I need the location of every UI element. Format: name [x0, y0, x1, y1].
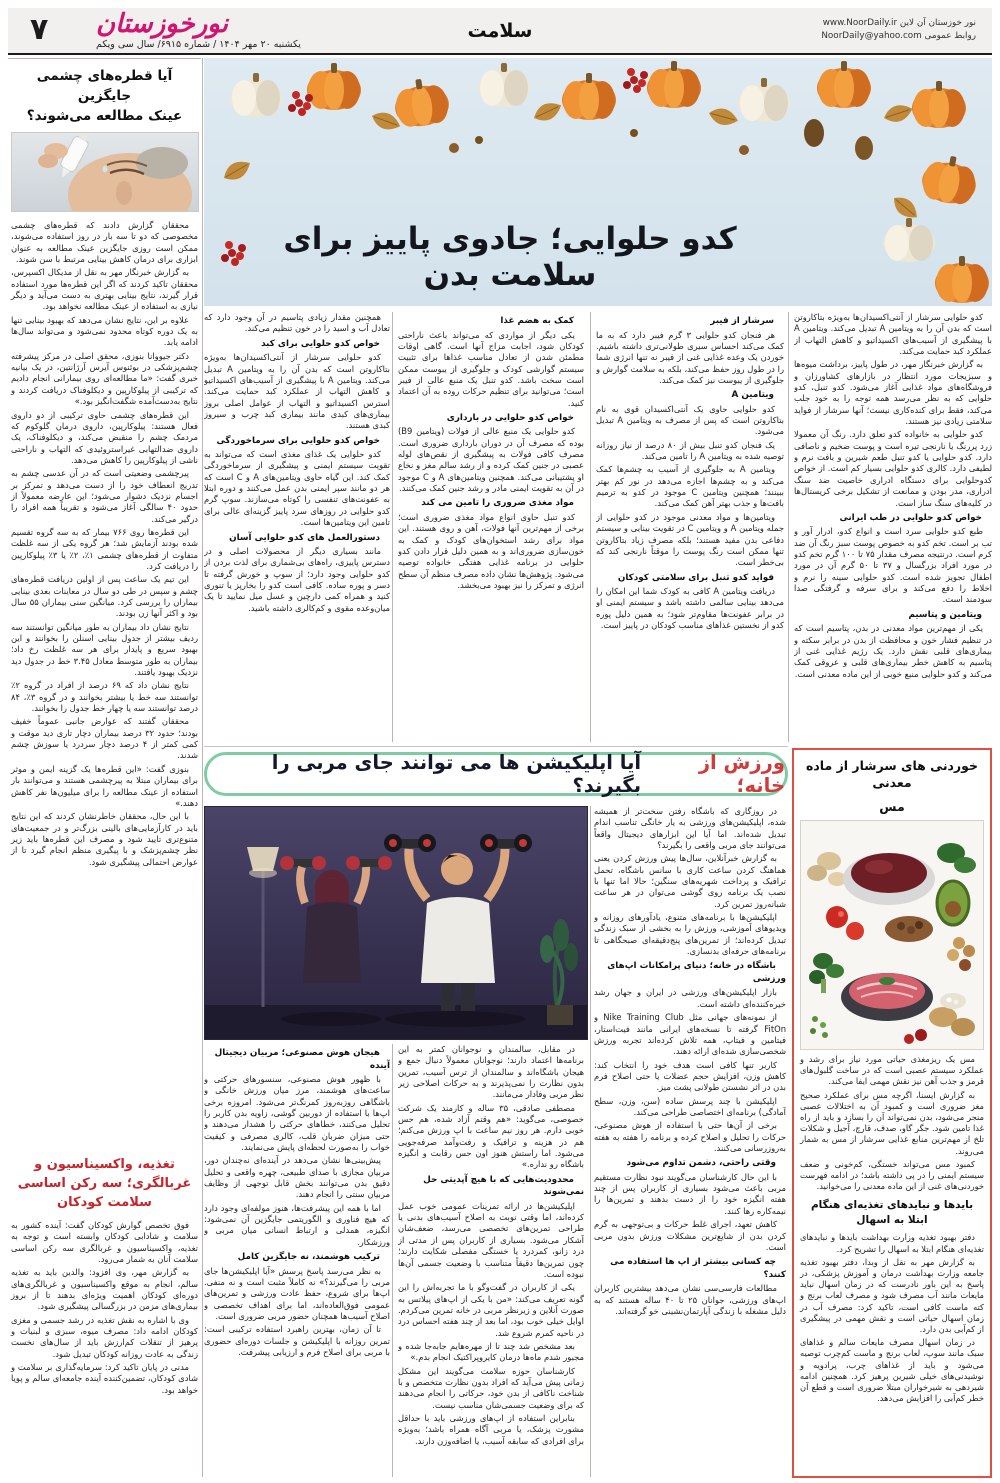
copper-title-line1: خوردنی های سرشار از ماده معدنی [806, 758, 978, 790]
page-number: ۷ [30, 12, 49, 47]
body-paragraph: به گزارش ایسنا، اگرچه مس برای عملکرد صحیح مغز ضروری است و کمبود آن به اختلالات عصبی منجر می‌شود، بدن نمی‌تواند آن را بسازد و باید از راه غذا تامین شود. جگر گاو، صدف، قارچ، آجیل و شکلات تلخ از مهم‌ترین منابع غذایی سرشار از مس به شمار می‌روند. [800, 1089, 984, 1156]
subheading: کمک به هضم غذا [500, 316, 574, 326]
exercise-headline-main: آیا اپلیکیشن ها می توانند جای مربی را بگیرند؟ [271, 751, 642, 797]
body-paragraph: محققان گزارش دادند که قطره‌های چشمی مخصوصی که دو تا سه بار در روز استفاده می‌شوند، ممکن است روزی جایگزین عینک مطالعه به عنوان ابزاری برای درمان کاهش بینایی مرتبط با سن شوند. [11, 220, 198, 265]
copper-text-column [794, 1054, 990, 1404]
body-paragraph: مس یک ریزمغذی حیاتی مورد نیاز برای رشد و عملکرد سیستم عصبی است که در ساخت گلبول‌های قرمز و جذب آهن نیز نقش مهمی ایفا می‌کند. [800, 1054, 984, 1087]
home-workout-photo [204, 806, 588, 1040]
body-paragraph: این قطره‌های چشمی حاوی ترکیبی از دو داروی فعال هستند: پیلوکارپین، داروی درمان گلوکوم که مردمک چشم را منقبض می‌کند، و دیکلوفناک، یک داروی ضدالتهابی غیراستروئیدی که التهاب و ناراحتی ناشی از پیلوکارپین را کاهش می‌دهد. [11, 409, 198, 465]
body-paragraph: در مقابل، سالمندان و نوجوانان کمتر به این برنامه‌ها اعتماد دارند؛ نوجوانان معمولاً دنبال جمع و هیجان باشگاه‌اند و سالمندان از ترس آسیب‌، تمرین بدون نظارت را نمی‌پذیرند و به حرکات اصلاحی زیر نظر مربی وفادار می‌مانند. [398, 1044, 584, 1100]
exercise-headline-kicker: ورزش از خانه؛ [698, 751, 785, 797]
eye-article-title-line1: آیا قطره‌های چشمی جایگزین [36, 68, 173, 104]
body-paragraph: وی با اشاره به نقش تغذیه در رشد جسمی و مغزی کودکان ادامه داد: مصرف میوه، سبزی و لبنیات و پرهیز از تنقلات کم‌ارزش باید از سال‌های نخست زندگی به عادت روزانه کودکان تبدیل شود. [11, 1314, 198, 1359]
eye-drops-photo [11, 132, 199, 212]
body-paragraph: بنابراین استفاده از اپ‌های ورزشی باید با حداقل مشورت پزشک، یا مربی آگاه همراه باشد؛ به‌ویژه برای افرادی که سابقه آسیب، یا اضافه‌وزن دارند. [398, 1412, 584, 1446]
pumpkin-column-2 [596, 312, 784, 744]
website-line: نور خوزستان آن لاین www.NoorDaily.ir [822, 18, 976, 28]
body-paragraph: یکی از کاربران در گفت‌وگو با ما تجربه‌اش را این گونه تعریف می‌کند: «من با یکی از اپ‌های پیلاتس به صورت آنلاین و زیرنظر مربی در خانه تمرین می‌کردم. اوایل خیلی خوب بود، اما بعد از چند هفته احساس درد در ناحیه کمرم شروع شد. [398, 1282, 584, 1338]
column-divider [202, 58, 203, 1477]
section-divider [204, 746, 788, 747]
body-paragraph: بعد مشخص شد چند تا از مهره‌هایم جابه‌جا شده و مجبور شدم ماه‌ها درمان کایروپراکتیک انجام بدم.» [398, 1340, 584, 1363]
body-paragraph: همچنین مقدار زیادی پتاسیم در آن وجود دارد که تعادل آب و اسید را در خون تنظیم می‌کند. [204, 312, 390, 334]
body-paragraph: کدو حلوایی حاوی یک آنتی‌اکسیدان قوی به نام بتاکاروتن است که پس از مصرف به ویتامین A تبدیل می‌شود. [596, 403, 784, 437]
body-paragraph: بازار اپلیکیشن‌های ورزشی در ایران و جهان رشد خیره‌کننده‌ای داشته است. [594, 987, 786, 1009]
body-paragraph: از نمونه‌های جهانی مثل Nike Training Club و FitOn گرفته تا نسخه‌های ایرانی مانند فیت‌استار، فیتامین و فیتاپ، همه تلاش کرده‌اند تجربه ورزش شخصی‌سازی شده‌ای ارائه دهند. [594, 1012, 786, 1057]
body-paragraph: هر فنجان کدو حلوایی ۳ گرم فیبر دارد که به ما کمک می‌کند احساس سیری طولانی‌تری داشته باشیم. خوردن یک وعده غذایی غنی از فیبر نه تنها انرژی شما را در طول روز حفظ می‌کند، بلکه به سلامت گوارش و جلوگیری از یبوست نیز کمک می‌کند. [596, 329, 784, 385]
exercise-column-2 [398, 1044, 584, 1477]
column-divider [590, 806, 591, 1477]
copper-foods-photo [800, 820, 984, 1050]
subheading: چه کسانی بیشتر از اپ ها استفاده می کنند؟ [610, 1257, 786, 1280]
body-paragraph: کاهش تعهد، اجرای غلط حرکات و بی‌توجهی به گرم کردن بدن از شایع‌ترین مشکلات ورزش بدون مربی است. [594, 1219, 786, 1252]
eye-article-text [8, 218, 201, 1146]
body-paragraph: کدو حلوایی به خانواده کدو تعلق دارد. رنگ آن معمولا زرد پررنگ یا نارنجی تیره است و پوست ضخیم و ناصافی دارد. کدو حلوایی یا کدو تنبل طعم شیرین و بافت نرم و لطیفی دارد. کالری کدو حلوایی بسیار کم است. از خواص کدوحلوایی برای دستگاه ادراری خاصیت ضد سنگ ادراری، مدر بودن و ممانعت از تشکیل برخی کریستال‌ها در کلیه‌های سنگ ساز است. [794, 429, 992, 508]
subheading: بایدها و نبایدهای تغذیه‌ای هنگام ابتلا به اسهال [810, 1199, 974, 1227]
body-paragraph: اپلیکیشن‌ها با برنامه‌های متنوع، یادآورهای روزانه و ویدیوهای آموزشی، ورزش را به بخشی از سبک زندگی تبدیل کرده‌اند؛ از تمرین‌های پنج‌دقیقه‌ای صبحگاهی تا برنامه‌های حرفه‌ای بدنسازی. [594, 912, 786, 957]
body-paragraph: کدو حلوایی سرشار از آنتی‌اکسیدان‌ها به‌ویژه بتاکاروتن است که بدن آن را به ویتامین A تبدیل می‌کند. ویتامین A با پیشگیری از آسیب‌های اکسیداتیو و کاهش التهاب از عملکرد کبد حمایت می‌کند. [794, 312, 992, 357]
body-paragraph: دکتر جیووانا بنوزی، محقق اصلی در مرکز پیشرفته چشم‌پزشکی در بوئنوس آیرس آرژانتین، در یک بیانیه خبری گفت: «ما مطالعه‌ای روی بیمارانی انجام دادیم که ترکیبی از پیلوکارپین و دیکلوفناک دریافت کردند و نتایج به‌دست‌آمده شگفت‌انگیز بود.» [11, 350, 198, 407]
body-paragraph: ویتامین‌ها و مواد معدنی موجود در کدو حلوایی از جمله ویتامین A و ویتامین C در تقویت بینایی و سیستم دفاعی بدن مفید هستند؛ بلکه مصرف زیاد بتاکاروتن تنها ممکن است رنگ پوست را موقتاً نارنجی کند که بی‌خطر است. [596, 511, 784, 568]
body-paragraph: دفتر بهبود تغذیه وزارت بهداشت بایدها و نبایدهای تغذیه‌ای هنگام ابتلا به اسهال را تشریح کرد. [800, 1232, 984, 1254]
date-line: یکشنبه ۲۰ مهر ۱۴۰۴ / شماره ۶۹۱۵/ سال سی ویکم [96, 39, 301, 50]
children-title-line1: تغذیه، واکسیناسیون و [34, 1157, 175, 1172]
subheading: دستورالعمل های کدو حلوایی آسان [229, 532, 380, 543]
subheading: خواص کدو حلوایی برای کبد [261, 338, 380, 349]
body-paragraph: در روزگاری که باشگاه رفتن سخت‌تر از همیشه شده، اپلیکیشن‌های ورزشی به یار خانگی تناسب اندام تبدیل شده‌اند. اما آیا این ابزارهای دیجیتال واقعاً می‌توانند جای مربی واقعی را بگیرند؟ [594, 806, 786, 851]
body-paragraph: به گزارش مهر، وی افزود: والدین باید به تغذیه سالم، انجام به موقع واکسیناسیون و غربالگری‌های دوره‌ای کودکان اهمیت ویژه‌ای بدهند تا از بروز بیماری‌های مزمن در بزرگسالی پیشگیری شود. [11, 1267, 198, 1312]
pumpkin-column-4 [204, 312, 390, 744]
subheading: باشگاه در خانه؛ دنیای پرامکانات اپ‌های ورزشی [607, 961, 786, 984]
body-paragraph: مصطفی صادقی، ۳۵ ساله و کارمند یک شرکت خصوصی، می‌گوید: «هم وقتم آزاد شده، هم حس خوبی دارم. هر روز نیم ساعت با اپ ورزش می‌کنم؛ هم در هزینه و ترافیک و رفت‌وآمد صرفه‌جویی می‌شود. اما راستش هنوز اون حس رقابت و انگیزه باشگاه رو نداره.» [398, 1102, 584, 1170]
body-paragraph: با ظهور هوش مصنوعی، سنسورهای حرکتی و ساعت‌های هوشمند، مرز میان ورزش خانگی و باشگاهی روزبه‌روز کمرنگ‌تر می‌شود. امروزه برخی اپ‌ها با استفاده از دوربین گوشی، زاویه بدن کاربر را تحلیل می‌کنند، خطاهای حرکتی را هشدار می‌دهند و حتی میزان ضربان قلب، کالری مصرفی و کیفیت خواب را به‌صورت لحظه‌ای پایش می‌نمایند. [204, 1074, 390, 1153]
body-paragraph: یکی از مهم‌ترین مواد معدنی در بدن، پتاسیم است که در تنظیم فشار خون و محافظت از بدن در برابر سکته و بیماری‌های قلبی نقش دارد. یک رژیم غذایی غنی از پتاسیم به کاهش خطر بیماری‌های قلبی و عروقی کمک می‌کند و کدو حلوایی منبع خوبی از این ماده معدنی است. [794, 623, 992, 679]
body-paragraph: با این حال کارشناسان می‌گویند نبود نظارت مستقیم مربی باعث می‌شود بسیاری از کاربران پس از چند هفته انگیزه خود را از دست بدهند و تمرین‌ها را نیمه‌کاره رها کنند. [594, 1171, 786, 1216]
body-paragraph: برخی از آن‌ها حتی با استفاده از هوش مصنوعی، حرکات را تحلیل و اصلاح کرده و برنامه را هفته به هفته به‌روزرسانی می‌کنند. [594, 1120, 786, 1153]
column-divider [788, 312, 789, 742]
children-article-title [10, 1155, 199, 1212]
eye-article-title-line2: عینک مطالعه می‌شوند؟ [26, 108, 183, 124]
pumpkin-column-1 [794, 312, 992, 744]
body-paragraph: نتایج نشان داد که ۶۹ درصد از افراد در گروه ۲٪ توانستند سه خط یا بیشتر بخوانند و در گروه ۳٪، ۸۴ درصد توانستند سه یا چهار خط جدول را بخوانند. [11, 680, 198, 714]
body-paragraph: مطالعات فارسی‌سی نشان می‌دهد بیشترین کاربران اپ‌های ورزشی، جوانان ۲۵ تا ۴۰ ساله هستند که به دلیل مشغله با زندگی آپارتمان‌نشینی خو گرفته‌اند. [594, 1283, 786, 1316]
subheading: وقتی راحتی، دشمن تداوم می‌شود [626, 1158, 776, 1169]
contact-info [821, 17, 976, 43]
email-line: روابط عمومی NoorDaily@yahoo.com [821, 31, 976, 41]
body-paragraph: کدو حلوایی یک غذای مغذی است که می‌تواند به تقویت سیستم ایمنی و پیشگیری از سرماخوردگی کمک کند. این گیاه حاوی ویتامین‌های A و C است که هر دو مانند سپر ایمنی بدن عمل می‌کنند و دوره ابتلا به عفونت‌های تنفسی را کوتاه می‌سازند. سوپ گرم کدو حلوایی در روزهای سرد پاییز گزینه‌ای عالی برای تامین این ویتامین‌ها است. [204, 449, 390, 528]
body-paragraph: به نظر می‌رسد پاسخ پرسش «آیا اپلیکیشن‌ها جای مربی را می‌گیرند؟» نه کاملاً مثبت است و نه منفی. اپ‌ها برای شروع، حفظ عادت ورزشی و تمرین‌های عمومی فوق‌العاده‌اند، اما برای اهداف تخصصی و اصلاح آسیب‌ها همچنان حضور مربی ضروری است. [204, 1265, 390, 1322]
body-paragraph: این قطره‌ها روی ۷۶۶ بیمار که به سه گروه تقسیم شده بودند آزمایش شد؛ هر گروه یکی از سه غلظت متفاوت از قطره‌های چشمی ۱٪، ۲٪ یا ۳٪ پیلوکارپین را دریافت کرد. [11, 526, 198, 571]
exercise-headline [204, 752, 788, 796]
body-paragraph: ویتامین A به جلوگیری از آسیب به چشم‌ها کمک می‌کند و به چشم‌ها اجازه می‌دهد در نور کم بهتر ببینند؛ همچنین ویتامین C موجود در کدو به ترمیم بافت‌ها و جذب بهتر آهن کمک می‌کند. [596, 464, 784, 509]
copper-title-line2: مس [879, 799, 905, 814]
body-paragraph: مانند بسیاری دیگر از محصولات اصلی و در دسترس پاییزی، راه‌های بی‌شماری برای لذت بردن از کدو حلوایی وجود دارد؛ از سوپ و خورش گرفته تا دسر و پوره ساده. کافی است کدو را بخارپز یا تنوری کنید و همراه کمی دارچین و عسل میل نمایید تا یک میان‌وعده مقوی و کم‌کالری داشته باشید. [204, 546, 390, 613]
body-paragraph: اپلیکیشن‌ها در ارائه تمرینات عمومی خوب عمل کرده‌اند، اما وقتی نوبت به اصلاح آسیب‌های بدنی یا طراحی تمرین‌های تخصصی می‌رسد، ضعف‌شان آشکار می‌شود. بسیاری از کاربران پس از مدتی از درد زانو، کمردرد یا خستگی مفصلی شکایت دارند؛ چون تمرین‌ها دقیقاً متناسب با وضعیت جسمی آن‌ها نبوده است. [398, 1200, 584, 1279]
body-paragraph: اپلیکیشن با چند پرسش ساده (سن، وزن، سطح آمادگی) برنامه‌ای اختصاصی طراحی می‌کند. [594, 1095, 786, 1117]
body-paragraph: کمبود مس می‌تواند خستگی، کم‌خونی و ضعف سیستم ایمنی را در پی داشته باشد؛ در ادامه فهرست خوردنی‌های غنی از این ماده معدنی را می‌خوانید. [800, 1158, 984, 1192]
subheading: فواید کدو تنبل برای سلامتی کودکان [617, 572, 774, 583]
body-paragraph: با این حال، محققان خاطرنشان کردند که این نتایج باید در کارآزمایی‌های بالینی بزرگ‌تر و در جمعیت‌های متنوع‌تری تایید شود و مصرف این قطره‌ها باید زیر نظر چشم‌پزشک و با پیگیری منظم انجام گیرد تا از عوارض احتمالی پیشگیری شود. [11, 811, 198, 867]
subheading: خواص کدو حلوایی برای سرماخوردگی [216, 435, 380, 446]
body-paragraph: کاربر تنها کافی است هدف خود را انتخاب کند: کاهش وزن، افزایش حجم عضلات یا حتی اصلاح فرم بدن در اثر نشستن طولانی پشت میز. [594, 1059, 786, 1093]
body-paragraph: کدو حلوایی یک منبع عالی از فولات (ویتامین B9) بوده که مصرف آن در دوران بارداری ضروری است. مصرف کافی فولات به پیشگیری از نقص‌های لوله عصبی در جنین کمک کرده و از رشد سالم مغز و نخاع او پشتیبانی می‌کند. همچنین ویتامین‌های A و C موجود در آن به تقویت ایمنی مادر و رشد جنین کمک می‌کنند. [398, 426, 584, 494]
newspaper-logo: نورخوزستان [96, 9, 228, 39]
section-title: سلامت [467, 20, 533, 42]
body-paragraph: دریافت ویتامین A کافی به کودک شما این امکان را می‌دهد بینایی سالمی داشته باشد و سیستم ایمنی او در برابر عفونت‌ها مقاوم‌تر شود؛ به همین دلیل پوره کدو از نخستین غذاهای مناسب کودکان در پاییز است. [596, 586, 784, 631]
body-paragraph: کارشناسان حوزه سلامت می‌گویند این مشکل زمانی پیش می‌آید که افراد بدون نظارت متخصص و با شناخت ناکافی از بدن خود، حرکاتی را انجام می‌دهند که برای وضعیت جسمی‌شان مناسب نیست. [398, 1365, 584, 1410]
body-paragraph: اما با همه این پیشرفت‌ها، هنوز مولفه‌ای وجود دارد که هیچ فناوری و الگوریتمی جایگزین آن نمی‌شود: انگیزه، همدلی و ارتباط انسانی میان مربی و ورزشکار. [204, 1202, 390, 1247]
subheading: مواد مغذی ضروری را تامین می کند [421, 498, 574, 509]
subheading: خواص کدو حلوایی در بارداری [446, 412, 574, 423]
body-paragraph: به گزارش خبرنگار مهر به نقل از مدیکال اکسپرس، محققان تاکید کردند که اگر این قطره‌ها مورد استفاده قرار گیرند، نتایج بینایی بهتری به دست می‌آید و دیگر نیازی به استفاده از عینک مطالعه نخواهد بود. [11, 267, 198, 312]
children-title-line2: غربالگری؛ سه رکن اساسی [17, 1176, 192, 1191]
body-paragraph: مدنی در پایان تاکید کرد: سرمایه‌گذاری بر سلامت و شادی کودکان، تضمین‌کننده آینده جامعه‌ای سالم و پویا خواهد بود. [11, 1362, 198, 1395]
children-article-text [8, 1218, 201, 1476]
body-paragraph: یک فنجان کدو تنبل بیش از ۸۰ درصد از نیاز روزانه توصیه شده به ویتامین A را تامین می‌کند. [596, 439, 784, 462]
body-paragraph: تا آن زمان، بهترین راهبرد استفاده ترکیبی است: تمرین روزانه با اپلیکیشن و جلسات دوره‌ای حضوری با مربی برای اصلاح فرم و ارزیابی پیشرفت. [204, 1324, 390, 1358]
body-paragraph: به گزارش مهر به نقل از وبدا، دفتر بهبود تغذیه جامعه وزارت بهداشت درمان و آموزش پزشکی، در پاسخ به این باور نادرست که در زمان اسهال نباید مایعات مانند آب مصرف شود و مصرف لعاب برنج و کته ماست کافی است، تاکید کرد: مصرف آب در زمان اسهال حیاتی است و نقش مهمی در پیشگیری از کم‌آبی بدن دارد. [800, 1256, 984, 1335]
subheading: ترکیب هوشمند، نه جایگزین کامل [237, 1252, 380, 1263]
subheading: محدودیت‌هایی که با هیچ آپدیتی حل نمی‌شوند [423, 1174, 584, 1198]
exercise-column-3 [204, 1044, 390, 1477]
subheading: هیجان هوش مصنوعی؛ مربیان دیجیتال آینده [214, 1048, 390, 1071]
body-paragraph: پیرچشمی وضعیتی است که در آن عدسی چشم به تدریج انعطاف خود را از دست می‌دهد و تمرکز بر اجسام نزدیک دشوار می‌شود؛ این عارضه معمولاً از حدود ۴۰ سالگی آغاز می‌شود و تقریباً همه افراد را درگیر می‌کند. [11, 468, 198, 524]
body-paragraph: کدو حلوایی سرشار از آنتی‌اکسیدان‌ها به‌ویژه بتاکاروتن است که بدن آن را به ویتامین A تبدیل می‌کند. ویتامین A با پیشگیری از آسیب‌های اکسیداتیو و کاهش التهاب از عملکرد کبد حمایت می‌کند. استرس اکسیداتیو و التهاب از عوامل اصلی بروز بیماری‌های کبدی مانند بیماری کبد چرب و سیروز کبدی هستند. [204, 352, 390, 431]
body-paragraph: فوق تخصص گوارش کودکان گفت: آینده کشور به سلامت و شادابی کودکان وابسته است و توجه به تغذیه، واکسیناسیون و غربالگری سه رکن اساسی سلامت آنان به شمار می‌رود. [11, 1220, 198, 1265]
page-header [8, 8, 992, 55]
pumpkin-column-3 [398, 312, 584, 744]
eye-article-title [10, 66, 199, 126]
body-paragraph: بنوزی گفت: «این قطره‌ها یک گزینه ایمن و موثر برای بیماران مبتلا به پیرچشمی هستند و می‌توانند بار استفاده از عینک مطالعه را برای میلیون‌ها نفر کاهش دهند.» [11, 763, 198, 808]
column-divider [392, 1044, 393, 1477]
copper-foods-box [792, 748, 992, 1478]
body-paragraph: به گزارش خبرآنلاین، سال‌ها پیش ورزش کردن یعنی هماهنگ کردن ساعت کاری با سانس باشگاه، تحمل ترافیک و پرداخت شهریه‌های سنگین؛ حالا اما تنها با نصب یک برنامه روی گوشی می‌توان در هر ساعت شبانه‌روز تمرین کرد. [594, 853, 786, 909]
exercise-column-1 [594, 806, 786, 1477]
body-paragraph: این تیم یک ساعت پس از اولین دریافت قطره‌های چشم و سپس در طی دو سال در معاینات بعدی بینایی بیماران را بررسی کرد. میانگین سنی بیماران ۵۵ سال بود و اکثر آنها زن بودند. [11, 574, 198, 619]
body-paragraph: یکی دیگر از مواردی که می‌تواند باعث ناراحتی کودکان شود، اجابت مزاج آنها است. گاهی اوقات مطمئن شدن از تعادل مناسب غذاها برای تثبیت سیستم گوارشی کودک و جلوگیری از یبوست ممکن است سخت باشد. کدو تنبل یک منبع عالی از فیبر است؛ می‌توانید برای تنظیم حرکات روده به آن اعتماد کنید. [398, 329, 584, 408]
pumpkin-headline: کدو حلوایی؛ جادوی پاییز برای سلامت بدن [283, 221, 737, 293]
subheading: ویتامین و پتاسیم [908, 609, 982, 620]
avocado [937, 881, 969, 925]
body-paragraph: کدو تنبل حاوی انواع مواد مغذی ضروری است؛ برخی از مهم‌ترین آنها فولات، آهن و روی هستند. این مواد برای رشد استخوان‌های کودک و کمک به خون‌سازی ضروری‌اند و به همین دلیل قرار دادن کدو حلوایی در برنامه غذایی هفتگی خانواده توصیه می‌شود. پژوهش‌ها نشان داده مصرف منظم آن سطح انرژی و تمرکز را نیز بهبود می‌بخشد. [398, 511, 584, 591]
children-title-line3: سلامت کودکان [57, 1195, 152, 1210]
body-paragraph: طبع کدو حلوایی سرد است و انواع کدو، ادرار آور و تب بر است. تخم کدو به خصوص پوست سبز رنگ آن ضد کرم است. درنتیجه مصرف مقدار ۷۵ تا ۱۰۰ گرم تخم کدو در مورد افراد بزرگسال و ۳۷ تا ۵۰ گرم آن در مورد اطفال تجویز شده است. کدو حلوایی سینه را نرم و اخلاط را دفع می‌کند و برای سرفه و گرفتگی صدا سودمند است. [794, 526, 992, 605]
column-divider [392, 312, 393, 742]
sidebar-eye-article [8, 58, 201, 1478]
body-paragraph: به گزارش خبرنگار مهر، در طول پاییز، برداشت میوه‌ها و سبزیجات مورد انتظار در بازارهای کشاورزان و فروشگاه‌های مواد غذایی آغاز می‌شود. کدو تنبل، کدو حلوایی که به نظر می‌رسد همه توجه را به خود جلب می‌کند، فقط برای کنده‌کاری نیست؛ آنها سرشار از فواید سلامتی زیادی نیز هستند. [794, 359, 992, 427]
body-paragraph: در زمان اسهال مصرف مایعات سالم و غذاهای سبک مانند سوپ، لعاب برنج و ماست کم‌چرب توصیه می‌شود و باید از غذاهای چرب، پرادویه و نوشیدنی‌های خیلی شیرین پرهیز کرد. همچنین ادامه شیردهی به شیرخواران مبتلا ضروری است و قطع آن خطر کم‌آبی را افزایش می‌دهد. [800, 1337, 984, 1404]
subheading: خواص کدو حلوایی در طب ایرانی [839, 512, 982, 523]
subheading: ویتامین A [731, 390, 774, 401]
subheading: سرشار از فیبر [710, 316, 774, 326]
body-paragraph: محققان گفتند که عوارض جانبی عموماً خفیف بودند؛ حدود ۳۲ درصد بیماران دچار تاری دید موقت و کمی کمتر از ۴ درصد دچار سردرد یا سوزش چشم شدند. [11, 716, 198, 761]
column-divider [590, 312, 591, 742]
body-paragraph: علاوه بر این، نتایج نشان می‌دهد که بهبود بینایی تنها به یک دوره کوتاه محدود نمی‌شود و می‌تواند سال‌ها ادامه یابد. [11, 314, 198, 348]
body-paragraph: نتایج نشان داد بیماران به طور میانگین توانستند سه ردیف بیشتر از جدول بینایی اسنلن را بخوانند و این بهبود سریع و پایدار برای هر سه غلظت رخ داد؛ بیماران به طور متوسط معادل ۳.۴۵ خط در جدول دید نزدیک بهبود یافتند. [11, 621, 198, 678]
body-paragraph: پیش‌بینی‌ها نشان می‌دهد در آینده‌ای نه‌چندان دور، مربیان مجازی با صدای طبیعی، چهره واقعی و تحلیل دقیق بدن می‌توانند بخش قابل توجهی از وظایف مربیان سنتی را انجام دهند. [204, 1155, 390, 1200]
